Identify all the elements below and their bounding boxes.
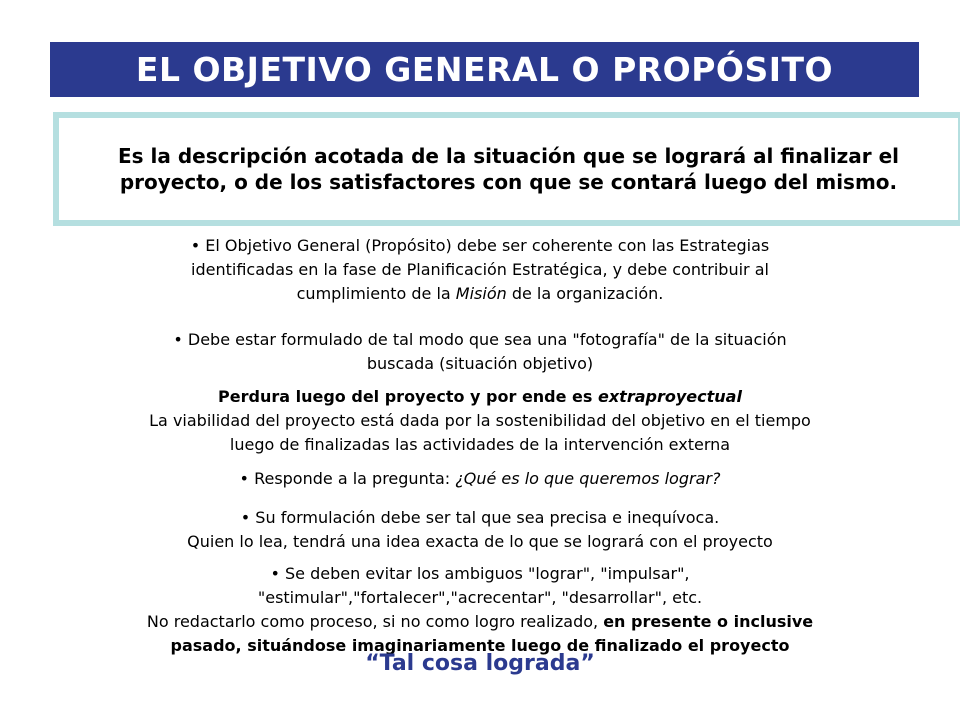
bullet-photograph-line2: buscada (situación objetivo)	[366, 354, 594, 373]
closing-quote: “Tal cosa lograda”	[365, 651, 595, 676]
extraproyectual-emphasis: extraproyectual	[598, 387, 742, 406]
question-lead: • Responde a la pregunta:	[239, 469, 456, 488]
bullet-coherence	[40, 234, 920, 306]
bullet-question	[40, 467, 920, 491]
bullet-coherence-line3	[40, 282, 920, 306]
bullet-precision-line1: • Su formulación debe ser tal que sea precisa e inequívoca.	[240, 508, 720, 527]
bullet-avoid-line3	[40, 610, 920, 634]
line3-text: cumplimiento de la	[296, 284, 456, 303]
bullet-avoid-line4: pasado, situándose imaginariamente luego de finalizado el proyecto	[170, 636, 790, 655]
bullet-coherence-line2: identificadas en la fase de Planificación Estratégica, y debe contribuir al	[191, 260, 769, 279]
bullet-precision	[40, 506, 920, 554]
bullet-avoid-line2: "estimular","fortalecer","acrecentar", "desarrollar", etc.	[257, 588, 703, 607]
bullet-avoid-verbs	[40, 562, 920, 658]
definition-text: Es la descripción acotada de la situación que se logrará al finalizar el proyecto, o de los satisfactores con que se contará luego del mismo.	[117, 144, 900, 194]
heading-text: Perdura luego del proyecto y por ende es	[218, 387, 598, 406]
viability-line2: luego de finalizadas las actividades de la intervención externa	[229, 435, 731, 454]
mision-emphasis: Misión	[455, 284, 507, 303]
bullet-precision-line2: Quien lo lea, tendrá una idea exacta de lo que se logrará con el proyecto	[187, 532, 773, 551]
line3-end: de la organización.	[506, 284, 664, 303]
question-text: ¿Qué es lo que queremos lograr?	[455, 469, 721, 488]
definition-box	[53, 112, 960, 226]
bullet-avoid-line1: • Se deben evitar los ambiguos "lograr", "impulsar",	[270, 564, 690, 583]
bullet-photograph-line1: • Debe estar formulado de tal modo que sea una "fotografía" de la situación	[173, 330, 787, 349]
slide-title: EL OBJETIVO GENERAL O PROPÓSITO	[50, 42, 919, 97]
viability-line1: La viabilidad del proyecto está dada por la sostenibilidad del objetivo en el tiempo	[149, 411, 811, 430]
extraproyectual-heading	[40, 385, 920, 409]
avoid-line3-emphasis: en presente o inclusive	[603, 612, 814, 631]
bullet-coherence-line1: • El Objetivo General (Propósito) debe ser coherente con las Estrategias	[190, 236, 770, 255]
bullet-photograph	[40, 328, 920, 376]
extraproyectual-block	[40, 385, 920, 457]
avoid-line3-text: No redactarlo como proceso, si no como logro realizado,	[146, 612, 604, 631]
